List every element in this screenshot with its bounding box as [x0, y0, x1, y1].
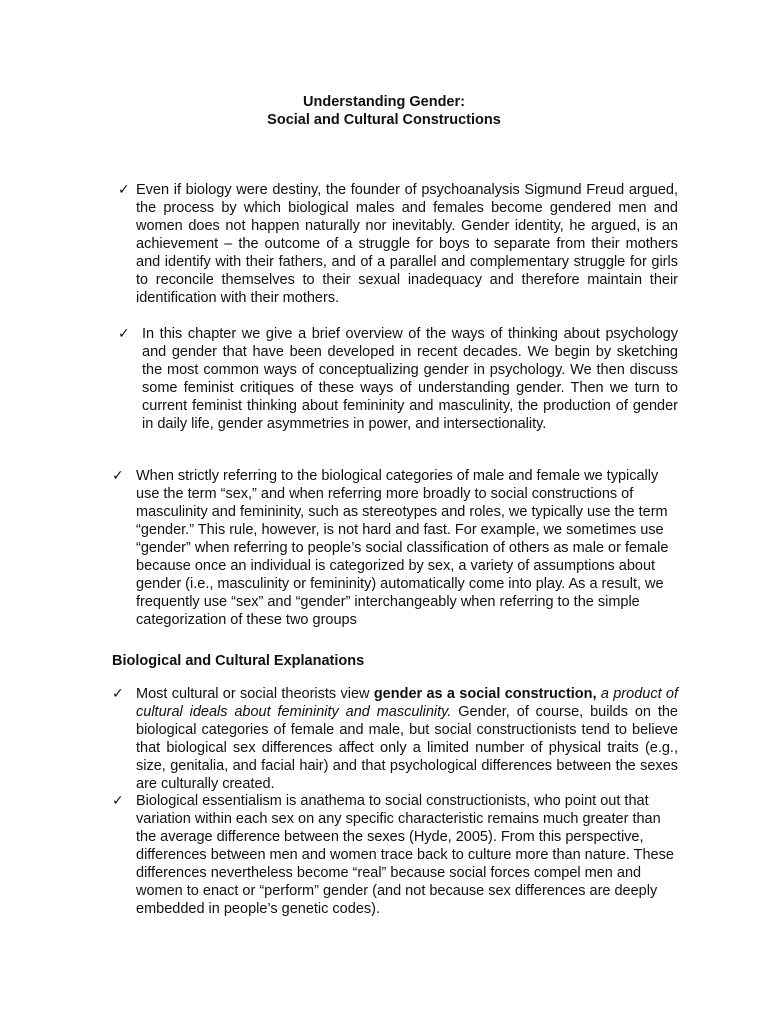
title-line-2: Social and Cultural Constructions — [267, 112, 501, 128]
bullet-chapter-overview — [118, 325, 678, 433]
checkmark-icon: ✓ — [118, 182, 130, 198]
bullet-text-italic: a product of cultural ideals about femininity and masculinity. — [136, 686, 679, 720]
title-line-1: Understanding Gender: — [303, 94, 465, 110]
bullet-freud — [118, 181, 678, 307]
bullet-text-rest: Gender, of course, builds on the biological categories of female and male, but social constructionists tend to believe that biological sex differences affect only a limited number of physical traits (e.g., size, genitalia, and facial hair) and that psychological differences between the sexes are culturally created. — [136, 704, 678, 792]
document-title — [0, 93, 768, 129]
bullet-text-start: Most cultural or social theorists view — [136, 686, 370, 702]
bullet-text: In this chapter we give a brief overview of the ways of thinking about psychology and gender that have been developed in recent decades. We begin by sketching the most common ways of conceptualizing gender in psychology. We then discuss some feminist critiques of these ways of understanding gender. Then we turn to current feminist thinking about femininity and masculinity, the production of gender in daily life, gender asymmetries in power, and intersectionality. — [142, 326, 678, 432]
checkmark-icon: ✓ — [118, 326, 130, 342]
checkmark-icon: ✓ — [112, 793, 124, 809]
section-heading: Biological and Cultural Explanations — [112, 653, 365, 669]
bullet-biological-essentialism — [112, 792, 678, 918]
bullet-text-bold: gender as a social construction, — [373, 686, 597, 702]
bullet-social-construction — [112, 685, 678, 793]
bullet-text: Even if biology were destiny, the founder of psychoanalysis Sigmund Freud argued, the process by which biological males and females become gendered men and women does not happen naturally nor inevitably. Gender identity, he argued, is an achievement – the outcome of a struggle for boys to separate from their mothers and identify with their fathers, and of a parallel and complementary struggle for girls to reconcile themselves to their sexual inadequacy and therefore maintain their identification with their mothers. — [136, 182, 678, 306]
bullet-text: When strictly referring to the biological categories of male and female we typically use the term “sex,” and when referring more broadly to social constructions of masculinity and femininity, such as stereotypes and roles, we typically use the term “gender.” This rule, however, is not hard and fast. For example, we sometimes use “gender” when referring to people’s social classification of others as male or female because once an individual is categorized by sex, a variety of assumptions about gender (i.e., masculinity or femininity) automatically come into play. As a result, we frequently use “sex” and “gender” interchangeably when referring to the simple categorization of these two groups — [136, 468, 669, 628]
checkmark-icon: ✓ — [112, 468, 124, 484]
checkmark-icon: ✓ — [112, 686, 124, 702]
bullet-text: Biological essentialism is anathema to social constructionists, who point out that variation within each sex on any specific characteristic remains much greater than the average difference between the sexes (Hyde, 2005). From this perspective, differences between men and women trace back to culture more than nature. These differences nevertheless become “real” because social forces compel men and women to enact or “perform” gender (and not because sex differences are deeply embedded in people’s genetic codes). — [136, 793, 674, 917]
bullet-sex-gender-terms — [112, 467, 678, 629]
bullet-text — [136, 685, 678, 793]
